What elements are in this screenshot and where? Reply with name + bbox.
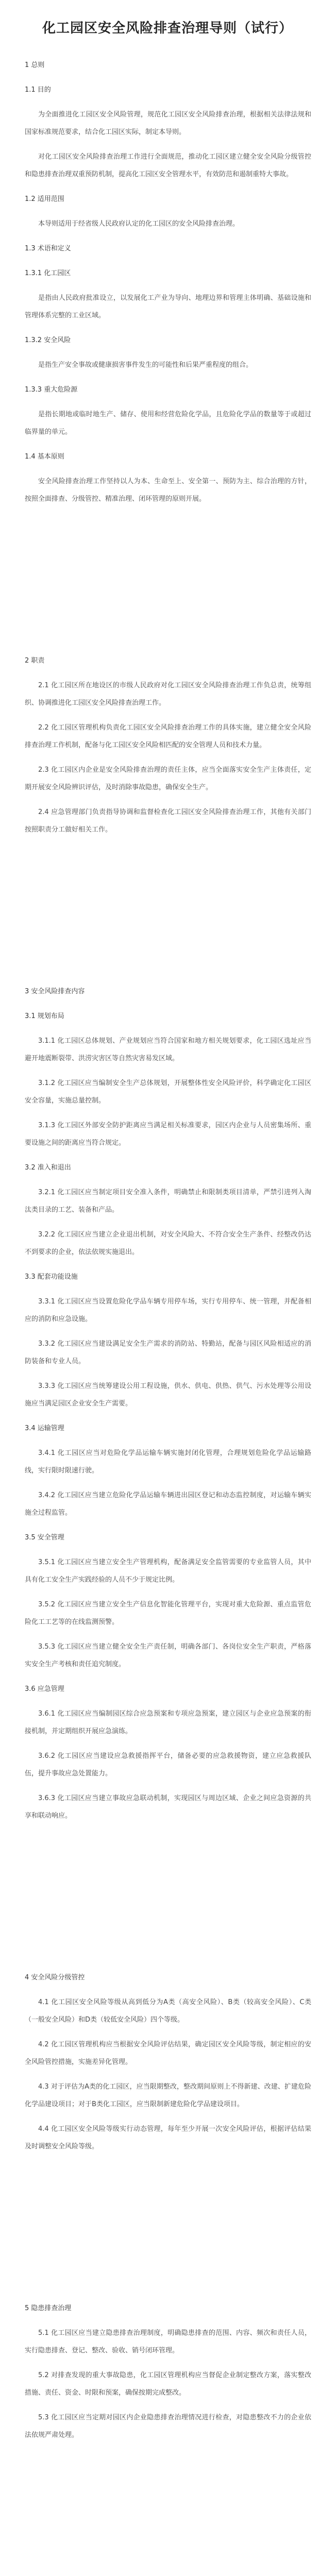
- subsection-heading: 1.3.2 安全风险: [25, 336, 71, 344]
- body-paragraph: 2.1 化工园区所在地设区的市级人民政府对化工园区安全风险排查治理工作负总责，统筹组织、协调推进化工园区安全风险排查治理工作。: [25, 682, 311, 707]
- body-paragraph: 3.3.3 化工园区应当统筹建设公用工程设施，供水、供电、供热、供气、污水处理等公用设施应当满足园区企业安全生产需要。: [25, 1382, 311, 1408]
- subsection-heading: 3.1 规划布局: [25, 1012, 64, 1020]
- body-paragraph: 3.5.1 化工园区应当建立安全生产管理机构，配备满足安全监管需要的专业监管人员，其中具有化工安全生产实践经验的人员不少于规定比例。: [25, 1558, 311, 1584]
- subsection-heading: 1.3.3 重大危险源: [25, 386, 78, 394]
- body-paragraph: 是指生产安全事故或健康损害事件发生的可能性和后果严重程度的组合。: [38, 361, 253, 369]
- body-paragraph: 4.2 化工园区管理机构应当根据安全风险评估结果，确定园区安全风险等级，制定相应的安全风险管控措施，实施差异化管理。: [25, 2041, 311, 2066]
- section-heading: 4 安全风险分级管控: [25, 1974, 85, 1981]
- body-paragraph: 是指长期地或临时地生产、储存、使用和经营危险化学品，且危险化学品的数量等于或超过临界量的单元。: [25, 411, 311, 436]
- subsection-heading: 3.6 应急管理: [25, 1685, 64, 1693]
- body-paragraph: 3.5.2 化工园区应当建立安全生产信息化智能化管理平台，实现对重大危险源、重点监管危险化工工艺等的在线监测预警。: [25, 1601, 311, 1626]
- body-paragraph: 3.5.3 化工园区应当建立健全安全生产责任制，明确各部门、各岗位安全生产职责，严格落实安全生产考核和责任追究制度。: [25, 1643, 311, 1668]
- section-heading: 3 安全风险排查内容: [25, 988, 85, 995]
- body-paragraph: 2.3 化工园区内企业是安全风险排查治理的责任主体，应当全面落实安全生产主体责任，定期开展安全风险辨识评估，及时消除事故隐患，确保安全生产。: [25, 766, 311, 791]
- body-paragraph: 为全面推进化工园区安全风险管理，规范化工园区安全风险排查治理，根据相关法律法规和国家标准规范要求，结合化工园区实际，制定本导则。: [25, 111, 311, 136]
- body-paragraph: 5.3 化工园区应当定期对园区内企业隐患排查治理情况进行检查，对隐患整改不力的企业依法依规严肃处理。: [25, 2414, 311, 2439]
- document-body: [25, 54, 311, 2576]
- subsection-heading: 1.3 术语和定义: [25, 245, 71, 252]
- section-spacer: [25, 846, 311, 980]
- body-paragraph: 3.4.1 化工园区应当对危险化学品运输车辆实施封闭化管理，合理规划危险化学品运输路线，实行限时限速行驶。: [25, 1449, 311, 1475]
- section-heading: 2 职责: [25, 657, 45, 665]
- section-spacer: [25, 2451, 311, 2576]
- subsection-heading: 1.2 适用范围: [25, 195, 64, 203]
- body-paragraph: 是指由人民政府批准设立，以发展化工产业为导向、地理边界和管理主体明确、基础设施和管理体系完整的工业区域。: [25, 294, 311, 319]
- body-paragraph: 3.1.1 化工园区总体规划、产业规划应当符合国家和地方相关规划要求，化工园区选址应当避开地震断裂带、洪涝灾害区等自然灾害易发区域。: [25, 1037, 311, 1062]
- section-heading: 5 隐患排查治理: [25, 2304, 72, 2312]
- subsection-heading: 1.4 基本原则: [25, 453, 64, 461]
- body-paragraph: 4.1 化工园区安全风险等级从高到低分为A类（高安全风险）、B类（较高安全风险）、C类（一般安全风险）和D类（较低安全风险）四个等级。: [25, 1998, 311, 2024]
- subsection-heading: 3.4 运输管理: [25, 1425, 64, 1432]
- body-paragraph: 3.6.1 化工园区应当编制园区综合应急预案和专项应急预案，建立园区与企业应急预案的衔接机制，并定期组织开展应急演练。: [25, 1710, 311, 1735]
- body-paragraph: 4.3 对于评估为A类的化工园区，应当限期整改，整改期间原则上不得新建、改建、扩建危险化学品建设项目；对于B类化工园区，应当限制新建危险化学品建设项目。: [25, 2083, 311, 2108]
- body-paragraph: 3.3.1 化工园区应当设置危险化学品车辆专用停车场，实行专用停车、统一管理，并配备相应的消防和应急设施。: [25, 1298, 311, 1323]
- document-title: 化工园区安全风险排查治理导则（试行）: [42, 21, 293, 36]
- body-paragraph: 3.2.2 化工园区应当建立企业退出机制，对安全风险大、不符合安全生产条件、经整改仍达不到要求的企业，依法依规实施退出。: [25, 1231, 311, 1256]
- body-paragraph: 3.3.2 化工园区应当建设满足安全生产需求的消防站、特勤站，配备与园区风险相适应的消防装备和专业人员。: [25, 1340, 311, 1365]
- body-paragraph: 3.1.2 化工园区应当编制安全生产总体规划，开展整体性安全风险评价，科学确定化工园区安全容量，实施总量控制。: [25, 1079, 311, 1105]
- body-paragraph: 4.4 化工园区安全风险等级实行动态管理，每年至少开展一次安全风险评估，根据评估结果及时调整安全风险等级。: [25, 2125, 311, 2150]
- body-paragraph: 5.1 化工园区应当建立隐患排查治理制度，明确隐患排查的范围、内容、频次和责任人员，实行隐患排查、登记、整改、验收、销号闭环管理。: [25, 2329, 311, 2354]
- section-spacer: [25, 1832, 311, 1966]
- section-spacer: [25, 515, 311, 649]
- body-paragraph: 3.6.3 化工园区应当建立事故应急联动机制，实现园区与周边区域、企业之间应急资源的共享和联动响应。: [25, 1794, 311, 1820]
- section-spacer: [25, 2163, 311, 2297]
- body-paragraph: 3.1.3 化工园区外部安全防护距离应当满足相关标准要求，园区内企业与人员密集场所、重要设施之间的距离应当符合规定。: [25, 1122, 311, 1147]
- body-paragraph: 对化工园区安全风险排查治理工作进行全面规范，推动化工园区建立健全安全风险分级管控和隐患排查治理双重预防机制，提高化工园区安全管理水平，有效防范和遏制重特大事故。: [25, 153, 311, 178]
- body-paragraph: 2.2 化工园区管理机构负责化工园区安全风险排查治理工作的具体实施，建立健全安全风险排查治理工作机制，配备与化工园区安全风险相匹配的安全管理人员和技术力量。: [25, 724, 311, 749]
- subsection-heading: 3.2 准入和退出: [25, 1164, 71, 1172]
- subsection-heading: 1.3.1 化工园区: [25, 269, 71, 277]
- body-paragraph: 3.2.1 化工园区应当制定项目安全准入条件，明确禁止和限制类项目清单，严禁引进列入淘汰类目录的工艺、装备和产品。: [25, 1189, 311, 1214]
- body-paragraph: 2.4 应急管理部门负责指导协调和监督检查化工园区安全风险排查治理工作，其他有关部门按照职责分工做好相关工作。: [25, 808, 311, 834]
- body-paragraph: 3.4.2 化工园区应当建立危险化学品运输车辆进出园区登记和动态监控制度，对运输车辆实施全过程监管。: [25, 1492, 311, 1517]
- body-paragraph: 安全风险排查治理工作坚持以人为本、生命至上、安全第一、预防为主、综合治理的方针，按照全面排查、分级管控、精准治理、闭环管理的原则开展。: [25, 478, 311, 503]
- subsection-heading: 1.1 目的: [25, 86, 51, 94]
- subsection-heading: 3.5 安全管理: [25, 1534, 64, 1541]
- body-paragraph: 3.6.2 化工园区应当建设应急救援指挥平台，储备必要的应急救援物资，建立应急救援队伍，提升事故应急处置能力。: [25, 1752, 311, 1777]
- body-paragraph: 5.2 对排查发现的重大事故隐患，化工园区管理机构应当督促企业制定整改方案，落实整改措施、责任、资金、时限和预案，确保按期完成整改。: [25, 2371, 311, 2397]
- body-paragraph: 本导则适用于经省级人民政府认定的化工园区的安全风险排查治理。: [38, 220, 240, 228]
- subsection-heading: 3.3 配套功能设施: [25, 1273, 78, 1281]
- section-heading: 1 总则: [25, 61, 45, 69]
